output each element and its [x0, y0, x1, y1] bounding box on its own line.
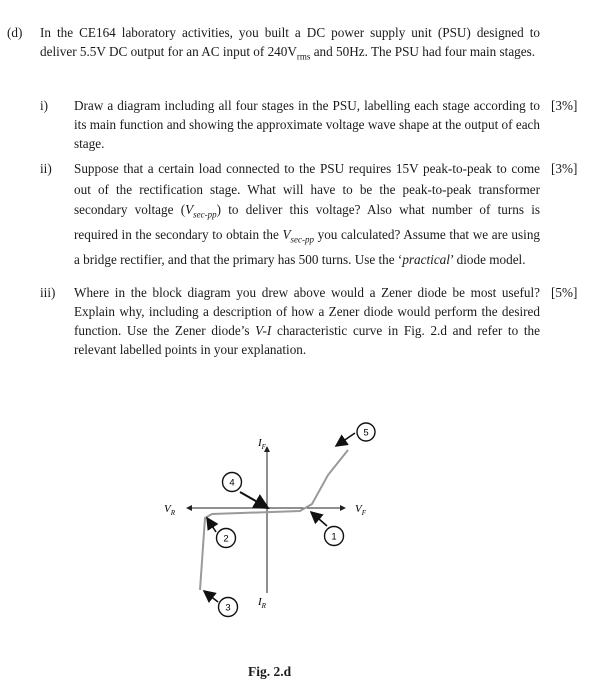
q2-text-4: ’ diode model.: [449, 252, 526, 268]
q3-italic-vi: V-I: [255, 323, 272, 338]
svg-text:2: 2: [223, 533, 229, 545]
figure-caption: Fig. 2.d: [248, 664, 292, 679]
svg-text:1: 1: [331, 531, 337, 543]
axis-label-ir: $I_R$: [258, 596, 266, 610]
axis-label-if: $I_F$: [258, 437, 266, 451]
intro-text: In the CE164 laboratory activities, you built a DC power supply unit (PSU) designed to deliver 5.5V DC output for an AC input of 240V: [40, 25, 540, 59]
q2-italic-practical: practical: [402, 252, 450, 268]
q1-number: i): [40, 98, 49, 113]
svg-text:3: 3: [225, 602, 231, 614]
point-5-label: [357, 423, 375, 441]
point-4-label: [223, 473, 242, 492]
q3-text-1: Where in the block diagram you drew above would a Zener diode be most useful? Explain why, including a description of how a Zener diode would perform the desired function. Use the Zener diode’s: [74, 285, 540, 338]
q2-number: ii): [40, 161, 52, 176]
q3-marks: [5%]: [551, 285, 578, 300]
vf-axis-arrow: [340, 505, 346, 511]
part-label: (d): [7, 25, 23, 40]
arrow-point-1: [311, 512, 327, 526]
axis-label-vr: $V_R$: [164, 503, 176, 517]
q2-text-3: you calculated? Assume that we are using a bridge rectifier, and that the primary has 500 turns. Use the ‘: [74, 227, 541, 268]
arrow-point-3: [204, 591, 218, 602]
svg-text:4: 4: [229, 477, 235, 489]
svg-text:5: 5: [363, 427, 369, 439]
q3-text-2: characteristic curve in Fig. 2.d and refer to the relevant labelled points in your explanation.: [74, 323, 540, 357]
arrow-point-5: [336, 433, 355, 446]
arrow-point-4: [240, 492, 268, 508]
vr-axis-arrow: [186, 505, 192, 511]
intro-sub: rms: [296, 51, 311, 62]
q2-var-1: $V_{sec-pp}$: [185, 202, 217, 220]
axis-label-vf: $V_F$: [355, 503, 367, 517]
q2-marks: [3%]: [551, 161, 578, 176]
q2-text-2: ) to deliver this voltage? Also what number of turns is required in the secondary to obtain the: [74, 202, 540, 243]
q2-text-1: Suppose that a certain load connected to the PSU requires 15V peak-to-peak to come out of the rectification stage. What will have to be the peak-to-peak transformer secondary voltage (: [74, 161, 540, 217]
point-1-label: [325, 527, 344, 546]
q2-var-2: $V_{sec-pp}$: [282, 227, 314, 245]
q3-number: iii): [40, 285, 56, 300]
zener-curve: [200, 450, 348, 590]
point-3-label: [219, 598, 238, 617]
intro-text-end: and 50Hz. The PSU had four main stages.: [310, 44, 536, 59]
q1-marks: [3%]: [551, 98, 578, 113]
point-2-label: [217, 529, 236, 548]
q1-text: Draw a diagram including all four stages in the PSU, labelling each stage according to its main function and showing the approximate voltage wave shape at the output of each stage.: [74, 98, 540, 151]
arrow-point-2: [207, 518, 216, 532]
